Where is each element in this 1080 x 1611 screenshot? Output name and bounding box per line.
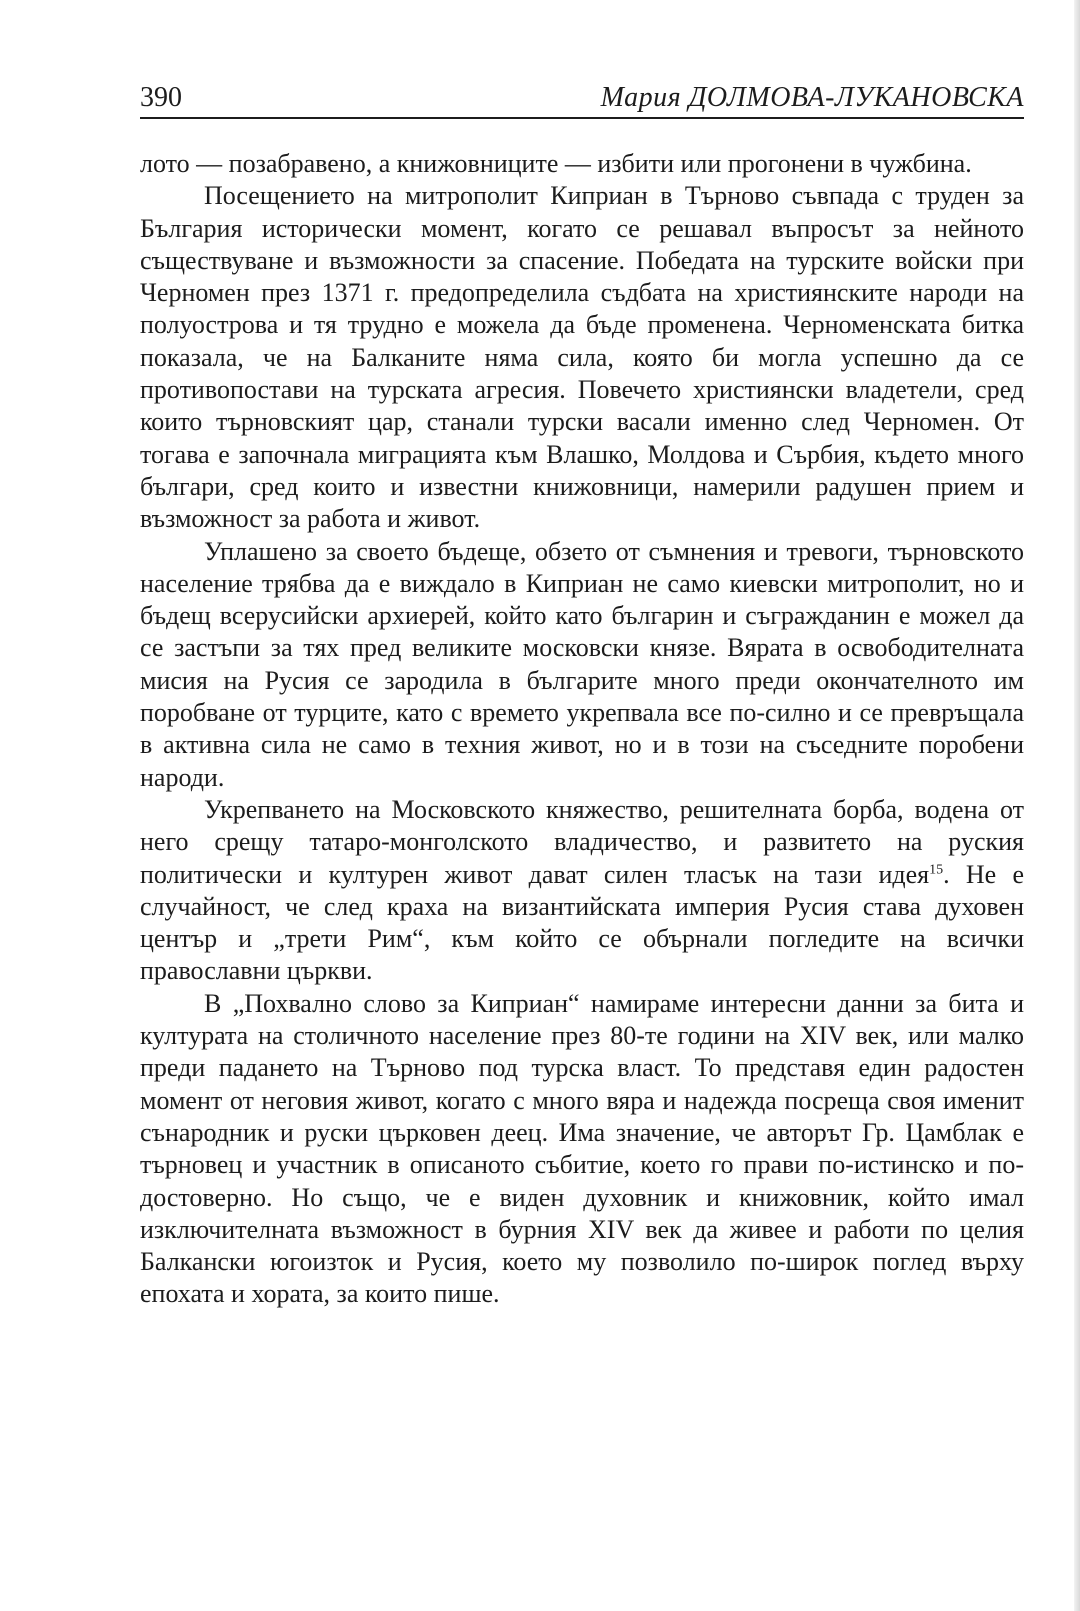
body-text: [140, 148, 1024, 1311]
paragraph: В „Похвално слово за Киприан“ намираме интересни данни за бита и културата на столичното население през 80-те години на XIV век, или малко преди падането на Търново под турска власт. То представя един радостен момент от неговия живот, когато с много вяра и надежда посреща своя именит сънародник и руски църковен деец. Има значение, че авторът Гр. Цамблак е търновец и участник в описаното събитие, което го прави по-истинско и по-достоверно. Но също, че е виден духовник и книжовник, който имал изключителната възможност в бурния XIV век да живее и работи по целия Балкански югоизток и Русия, което му позволило по-широк поглед върху епохата и хората, за които пише.: [140, 988, 1024, 1309]
page-edge-shadow: [1074, 0, 1080, 1611]
footnote-marker: 15: [929, 861, 944, 877]
running-header: [140, 80, 1024, 120]
running-header-author: Мария ДОЛМОВА-ЛУКАНОВСКА: [600, 82, 1024, 113]
header-rule: [140, 117, 1024, 119]
paragraph: Уплашено за своето бъдеще, обзето от съмнения и тревоги, търновското население трябва да е виждало в Киприан не само киевски митрополит, но и бъдещ всерусийски архиерей, който като българин и съгражданин е можел да се застъпи за тях пред великите московски князе. Вярата в освободителната мисия на Русия се зародила в българите много преди окончателното им поробване от турците, като с времето укрепвала все по-силно и се превръщала в активна сила не само в техния живот, но и в този на съседните поробени народи.: [140, 536, 1024, 792]
paragraph-continuation: лото — позабравено, а книжовниците — избити или прогонени в чужбина.: [140, 149, 972, 178]
paragraph: Укрепването на Московското княжество, решителната борба, водена от него срещу татаро-монголското владичество, и развитето на руския политически и културен живот дават силен тласък на тази идея$^{15}$. Не е случайност, че след краха на византийската империя Русия става духовен център и „трети Рим“, към който се обърнали погледите на всички православни църкви.: [140, 794, 1024, 986]
page-number: 390: [140, 82, 182, 113]
paragraph: Посещението на митрополит Киприан в Търново съвпада с труден за България исторически момент, когато се решавал въпросът за нейното съществуване и възможности за спасение. Победата на турските войски при Черномен през 1371 г. предопределила съдбата на християнските народи на полуострова и тя трудно е можела да бъде променена. Черноменската битка показала, че на Балканите няма сила, която би могла успешно да се противопостави на турската агресия. Повечето християнски владетели, сред които търновският цар, станали турски васали именно след Черномен. От тогава е започнала миграцията към Влашко, Молдова и Сърбия, където много българи, сред които и известни книжовници, намерили радушен прием и възможност за работа и живот.: [140, 181, 1024, 534]
